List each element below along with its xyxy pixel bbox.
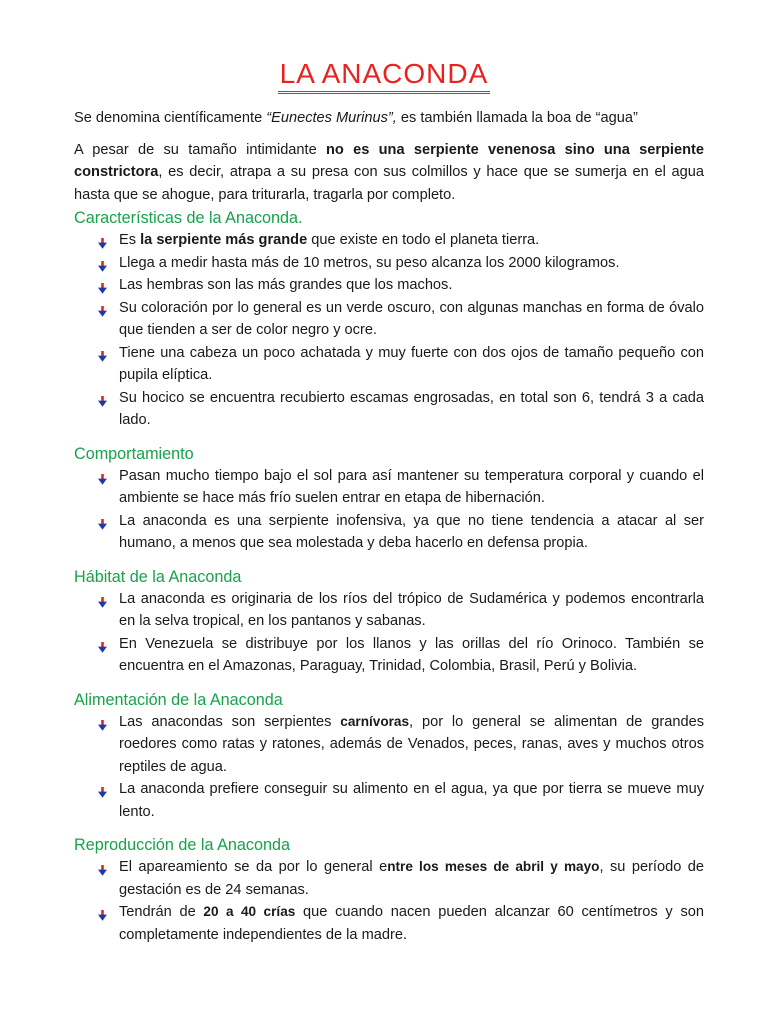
item-text: que existe en todo el planeta tierra.	[307, 232, 540, 248]
item-bold-text: 20 a 40 crías	[203, 904, 296, 919]
item-text: La anaconda es originaria de los ríos del trópico de Sudamérica y podemos encontrarla en la selva tropical, en los pantanos y sabanas.	[119, 590, 704, 629]
item-text: , por lo general se alimentan de grandes roedores como ratas y ratones, además de Venados, peces, ranas, aves y muchos otros reptiles de agua.	[119, 713, 704, 775]
down-arrow-bullet-icon	[98, 638, 107, 649]
item-text: La anaconda es una serpiente inofensiva, ya que no tiene tendencia a atacar al ser humano, a menos que sea molestada y deba hacerlo en defensa propia.	[119, 512, 704, 551]
list-item	[119, 901, 704, 946]
item-text: Tendrán de	[119, 904, 204, 920]
intro-text: , es decir, atrapa a su presa con sus colmillos y hace que se sumerja en el agua hasta que se ahogue, para triturarla, tragarla por completo.	[74, 164, 704, 203]
down-arrow-bullet-icon	[98, 470, 107, 481]
list-item	[119, 633, 704, 678]
list-item	[119, 588, 704, 633]
sections-container	[74, 207, 704, 946]
item-text: que cuando nacen pueden alcanzar 60 centímetros y son completamente independientes de la madre.	[119, 904, 704, 943]
intro-bold-text: no es una serpiente venenosa sino una serpiente constrictora	[74, 141, 704, 180]
intro-text: A pesar de su tamaño intimidante	[74, 141, 326, 158]
list-item	[119, 229, 704, 252]
scientific-name: “Eunectes Murinus”,	[266, 110, 397, 126]
down-arrow-bullet-icon	[98, 906, 107, 917]
section-heading: Hábitat de la Anaconda	[74, 567, 242, 586]
item-text: Las anacondas son serpientes	[119, 713, 341, 730]
down-arrow-bullet-icon	[98, 279, 107, 290]
down-arrow-bullet-icon	[98, 783, 107, 794]
item-text: Las hembras son las más grandes que los machos.	[119, 277, 453, 293]
down-arrow-bullet-icon	[98, 234, 107, 245]
intro-text: Se denomina científicamente	[74, 110, 267, 126]
down-arrow-bullet-icon	[98, 593, 107, 604]
intro-text: es también llamada la boa de “agua”	[396, 110, 638, 126]
document-title: LA ANACONDA	[278, 58, 491, 94]
down-arrow-bullet-icon	[98, 302, 107, 313]
title-container	[0, 0, 768, 94]
list-item	[119, 856, 704, 901]
list-item	[119, 510, 704, 555]
item-bold-text: ntre los meses de abril y mayo	[387, 859, 600, 874]
intro-paragraph-2	[74, 139, 704, 207]
item-text: Pasan mucho tiempo bajo el sol para así mantener su temperatura corporal y cuando el ambiente se hace más frío suelen entrar en etapa de hibernación.	[119, 467, 704, 506]
item-text: Su hocico se encuentra recubierto escamas engrosadas, en total son 6, tendrá 3 a cada lado.	[119, 389, 704, 428]
item-bold-text: la serpiente más grande	[140, 232, 308, 248]
list-item	[119, 711, 704, 779]
down-arrow-bullet-icon	[98, 257, 107, 268]
down-arrow-bullet-icon	[98, 861, 107, 872]
down-arrow-bullet-icon	[98, 392, 107, 403]
item-text: , su período de gestación es de 24 semanas.	[119, 859, 705, 898]
item-bold-text: carnívoras	[340, 713, 410, 729]
list-item	[119, 387, 704, 432]
intro-paragraph-1	[74, 107, 704, 130]
list-item	[119, 342, 704, 387]
list-item	[119, 274, 704, 297]
item-text: La anaconda prefiere conseguir su alimento en el agua, ya que por tierra se mueve muy lento.	[119, 781, 704, 820]
section-heading: Reproducción de la Anaconda	[74, 836, 290, 854]
item-text: Tiene una cabeza un poco achatada y muy fuerte con dos ojos de tamaño pequeño con pupila elíptica.	[119, 344, 704, 383]
section-heading: Alimentación de la Anaconda	[74, 690, 283, 709]
bullet-list	[74, 711, 704, 824]
item-text: En Venezuela se distribuye por los llanos y las orillas del río Orinoco. También se encuentra en el Amazonas, Paraguay, Trinidad, Colombia, Brasil, Perú y Bolivia.	[119, 635, 704, 674]
list-item	[119, 778, 704, 823]
section-heading: Características de la Anaconda.	[74, 209, 303, 227]
list-item	[119, 465, 704, 510]
item-text: Su coloración por lo general es un verde oscuro, con algunas manchas en forma de óvalo que tienden a ser de color negro y ocre.	[119, 299, 704, 338]
down-arrow-bullet-icon	[98, 515, 107, 526]
document-body	[74, 107, 704, 946]
down-arrow-bullet-icon	[98, 716, 107, 727]
bullet-list	[74, 588, 704, 678]
item-text: El apareamiento se da por lo general e	[119, 859, 388, 875]
bullet-list	[74, 856, 704, 946]
item-text: Es	[119, 232, 141, 248]
list-item	[119, 297, 704, 342]
down-arrow-bullet-icon	[98, 347, 107, 358]
item-text: Llega a medir hasta más de 10 metros, su peso alcanza los 2000 kilogramos.	[119, 254, 620, 271]
list-item	[119, 252, 704, 275]
section-heading: Comportamiento	[74, 444, 194, 463]
bullet-list	[74, 229, 704, 432]
bullet-list	[74, 465, 704, 555]
